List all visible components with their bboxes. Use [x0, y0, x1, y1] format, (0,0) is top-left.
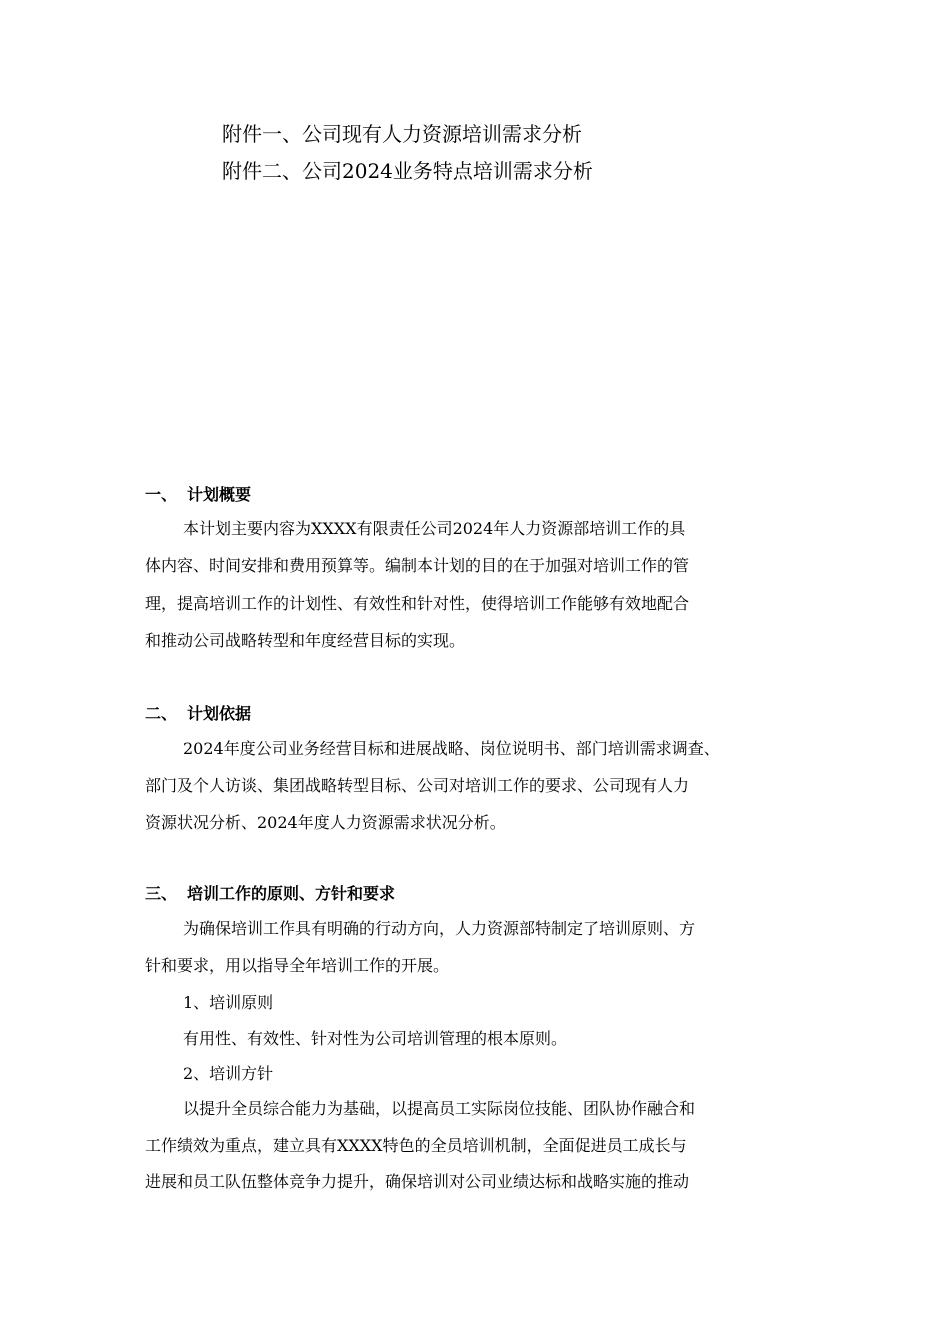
section-3-heading — [145, 882, 395, 906]
section-1-number: 一、 — [145, 485, 178, 504]
attachment-1: 附件一、公司现有人力资源培训需求分析 — [222, 122, 582, 146]
subsection-2-title: 2、培训方针 — [183, 1064, 274, 1083]
section-1-line: 体内容、时间安排和费用预算等。编制本计划的目的在于加强对培训工作的管 — [145, 556, 690, 575]
section-1-line: 理，提高培训工作的计划性、有效性和针对性，使得培训工作能够有效地配合 — [145, 594, 690, 613]
section-2-heading — [145, 702, 251, 726]
section-2-line: 2024年度公司业务经营目标和进展战略、岗位说明书、部门培训需求调查、 — [183, 739, 720, 758]
section-3-number: 三、 — [145, 884, 178, 903]
section-1-line: 本计划主要内容为XXXX有限责任公司2024年人力资源部培训工作的具 — [183, 519, 686, 538]
subsection-1-title: 1、培训原则 — [183, 993, 274, 1012]
section-1-title: 计划概要 — [187, 485, 252, 504]
subsection-2-line: 以提升全员综合能力为基础，以提高员工实际岗位技能、团队协作融合和 — [183, 1099, 696, 1118]
section-1-heading — [145, 483, 251, 507]
subsection-2-line: 工作绩效为重点，建立具有XXXX特色的全员培训机制，全面促进员工成长与 — [145, 1136, 687, 1155]
subsection-1-text: 有用性、有效性、针对性为公司培训管理的根本原则。 — [183, 1029, 568, 1048]
section-3-intro-line: 针和要求，用以指导全年培训工作的开展。 — [145, 956, 450, 975]
section-1-line: 和推动公司战略转型和年度经营目标的实现。 — [145, 631, 466, 650]
section-3-title: 培训工作的原则、方针和要求 — [187, 884, 396, 903]
section-2-line: 资源状况分析、2024年度人力资源需求状况分析。 — [145, 813, 506, 832]
section-2-line: 部门及个人访谈、集团战略转型目标、公司对培训工作的要求、公司现有人力 — [145, 776, 690, 795]
section-2-number: 二、 — [145, 704, 178, 723]
attachment-2: 附件二、公司2024业务特点培训需求分析 — [222, 159, 593, 183]
section-2-title: 计划依据 — [187, 704, 252, 723]
section-3-intro-line: 为确保培训工作具有明确的行动方向，人力资源部特制定了培训原则、方 — [183, 919, 696, 938]
subsection-2-line: 进展和员工队伍整体竞争力提升，确保培训对公司业绩达标和战略实施的推动 — [145, 1172, 690, 1191]
